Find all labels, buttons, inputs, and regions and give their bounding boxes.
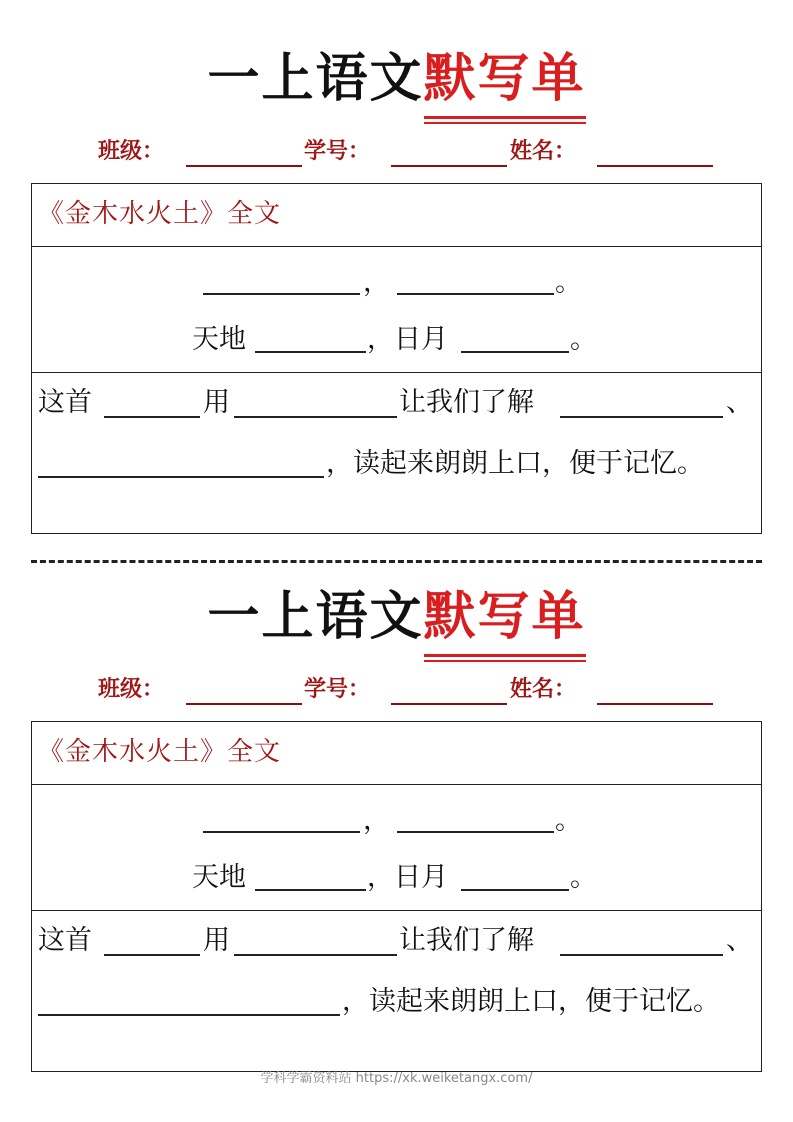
poem-comma: ， (363, 267, 390, 298)
worksheet-title (0, 582, 793, 652)
poem-line2-mid: ，日月 (367, 324, 448, 355)
summary-text-5: ，读起来朗朗上口，便于记忆。 (326, 448, 704, 479)
poem-blank-2[interactable] (397, 293, 554, 295)
poem-section (32, 785, 761, 911)
dictation-header-text: 《金木水火土》全文 (38, 737, 282, 767)
summary-text-4: 、 (726, 387, 753, 418)
poem-period-1: 。 (555, 267, 582, 298)
poem-line2-start: 天地 (192, 862, 246, 893)
summary-text-1: 这首 (38, 925, 92, 956)
summary-text-3: 让我们了解 (399, 925, 534, 956)
poem-line2-mid: ，日月 (367, 862, 448, 893)
summary-blank-1[interactable] (104, 954, 200, 956)
dictation-box (31, 183, 762, 534)
summary-section (32, 911, 761, 1071)
title-type: 默写单 (424, 582, 586, 652)
summary-blank-3[interactable] (560, 954, 723, 956)
name-blank[interactable] (597, 165, 713, 167)
dictation-box (31, 721, 762, 1072)
poem-blank-3[interactable] (255, 351, 366, 353)
class-blank[interactable] (186, 703, 302, 705)
summary-text-5: ，读起来朗朗上口，便于记忆。 (342, 986, 720, 1017)
poem-line2-start: 天地 (192, 324, 246, 355)
student-number-label: 学号： (304, 677, 371, 702)
summary-blank-3[interactable] (560, 416, 723, 418)
poem-blank-2[interactable] (397, 831, 554, 833)
poem-blank-1[interactable] (203, 293, 360, 295)
poem-blank-4[interactable] (461, 889, 569, 891)
summary-section (32, 373, 761, 533)
summary-blank-2[interactable] (234, 954, 397, 956)
name-label: 姓名： (510, 139, 577, 164)
poem-blank-1[interactable] (203, 831, 360, 833)
title-subject: 一上语文 (207, 587, 424, 647)
class-label: 班级： (98, 677, 165, 702)
summary-text-1: 这首 (38, 387, 92, 418)
summary-text-3: 让我们了解 (399, 387, 534, 418)
poem-blank-3[interactable] (255, 889, 366, 891)
poem-blank-4[interactable] (461, 351, 569, 353)
summary-text-2: 用 (203, 925, 230, 956)
summary-blank-1[interactable] (104, 416, 200, 418)
worksheet-copy-1 (0, 0, 793, 530)
student-number-blank[interactable] (391, 165, 507, 167)
student-number-label: 学号： (304, 139, 371, 164)
dictation-header (32, 722, 761, 785)
summary-blank-4[interactable] (38, 1014, 340, 1016)
summary-blank-2[interactable] (234, 416, 397, 418)
summary-text-2: 用 (203, 387, 230, 418)
student-number-blank[interactable] (391, 703, 507, 705)
summary-text-4: 、 (726, 925, 753, 956)
poem-comma: ， (363, 805, 390, 836)
dictation-header-text: 《金木水火土》全文 (38, 199, 282, 229)
dictation-header (32, 184, 761, 247)
student-info-row (98, 134, 738, 170)
poem-period-2: 。 (570, 862, 597, 893)
title-subject: 一上语文 (207, 49, 424, 109)
student-info-row (98, 672, 738, 708)
poem-section (32, 247, 761, 373)
poem-period-1: 。 (555, 805, 582, 836)
title-type: 默写单 (424, 44, 586, 114)
class-label: 班级： (98, 139, 165, 164)
worksheet-copy-2 (0, 538, 793, 1068)
footer-watermark: 学科学霸资料站 https://xk.weiketangx.com/ (260, 1071, 533, 1086)
worksheet-title (0, 44, 793, 114)
poem-period-2: 。 (570, 324, 597, 355)
name-label: 姓名： (510, 677, 577, 702)
name-blank[interactable] (597, 703, 713, 705)
class-blank[interactable] (186, 165, 302, 167)
summary-blank-4[interactable] (38, 476, 324, 478)
